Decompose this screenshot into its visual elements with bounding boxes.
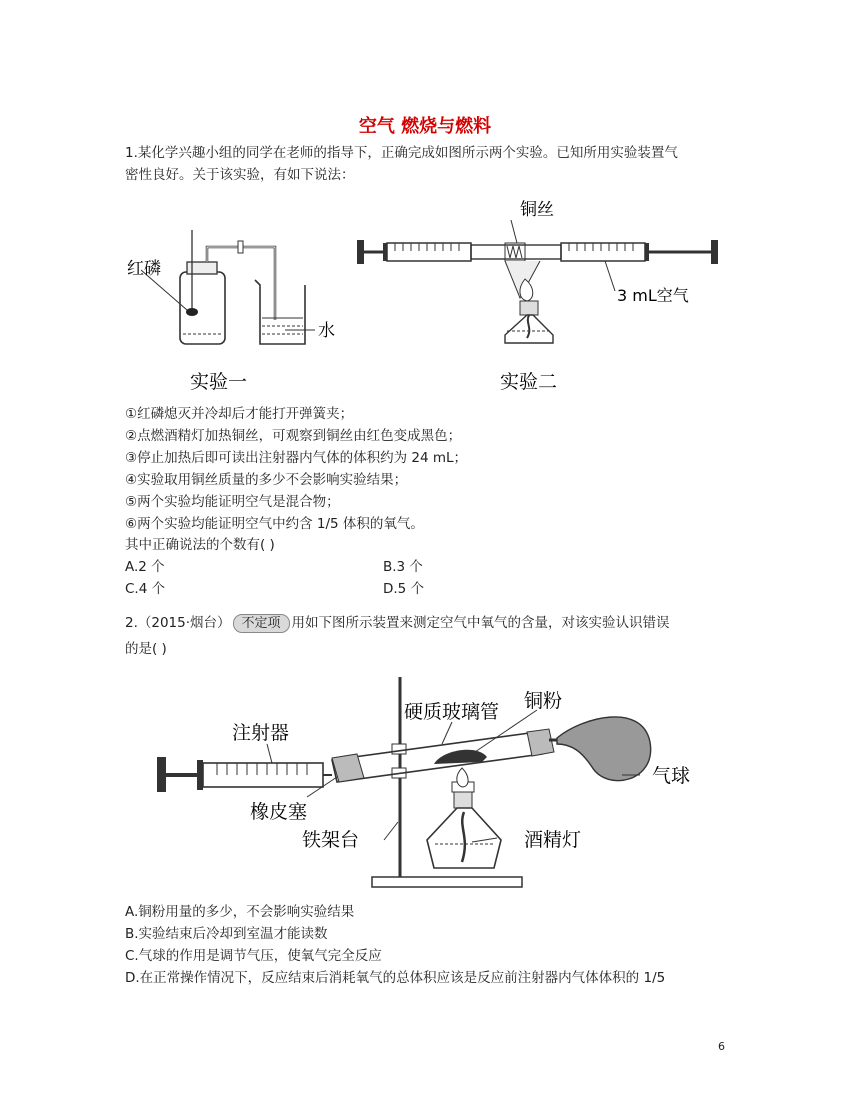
fig2-label-copper-wire: 铜丝 [520,200,554,220]
q2-apparatus-figure [152,672,700,894]
q1-option-b: B.3 个 [383,559,423,575]
q2-stem-line2: 的是( ) [125,641,167,657]
fig-label-alcohol-lamp: 酒精灯 [524,829,582,851]
q1-statement-3: ③停止加热后即可读出注射器内气体的体积约为 24 mL； [125,450,468,466]
q2-option-d: D.在正常操作情况下，反应结束后消耗氧气的总体积应该是反应前注射器内气体体积的 1/5 [125,970,666,986]
q1-statement-2: ②点燃酒精灯加热铜丝，可观察到铜丝由红色变成黑色； [125,428,462,444]
q2-option-b: B.实验结束后冷却到室温才能读数 [125,926,328,942]
page-number: 6 [718,1040,725,1053]
q1-option-a: A.2 个 [125,559,165,575]
fig-label-rubber-stopper: 橡皮塞 [250,801,308,823]
q2-stem-prefix: 2.（2015·烟台） [125,615,231,631]
q1-stem-line1: 1.某化学兴趣小组的同学在老师的指导下，正确完成如图所示两个实验。已知所用实验装置气 [125,145,678,161]
fig-label-copper-powder: 铜粉 [524,690,563,712]
fig-label-iron-stand: 铁架台 [302,829,360,851]
q1-option-c: C.4 个 [125,581,166,597]
page-title: 空气 燃烧与燃料 [358,116,492,137]
q1-option-d: D.5 个 [383,581,425,597]
q1-experiment2-figure [355,193,730,398]
q2-option-c: C.气球的作用是调节气压，使氧气完全反应 [125,948,382,964]
fig-label-hard-glass-tube: 硬质玻璃管 [404,701,500,723]
q1-statement-6: ⑥两个实验均能证明空气中约含 1/5 体积的氧气。 [125,516,424,532]
q1-experiment1-figure [125,222,360,397]
q1-statement-5: ⑤两个实验均能证明空气是混合物； [125,494,340,510]
fig-label-balloon: 气球 [652,765,691,787]
fig1-label-phosphorus: 红磷 [127,259,161,279]
q2-option-a: A.铜粉用量的多少，不会影响实验结果 [125,904,355,920]
q2-stem-suffix: 用如下图所示装置来测定空气中氧气的含量，对该实验认识错误 [291,615,670,631]
q1-question: 其中正确说法的个数有( ) [125,537,275,553]
fig-label-syringe: 注射器 [232,722,290,744]
fig2-caption: 实验二 [500,371,558,393]
fig1-label-water: 水 [318,321,335,341]
q2-badge: 不定项 [233,614,290,633]
fig2-label-air: 3 mL空气 [617,286,689,305]
q1-statement-1: ①红磷熄灭并冷却后才能打开弹簧夹； [125,406,354,422]
q1-statement-4: ④实验取用铜丝质量的多少不会影响实验结果； [125,472,408,488]
q2-stem-line1 [125,613,670,633]
fig1-caption: 实验一 [190,371,248,393]
q1-stem-line2: 密性良好。关于该实验，有如下说法： [125,167,355,183]
